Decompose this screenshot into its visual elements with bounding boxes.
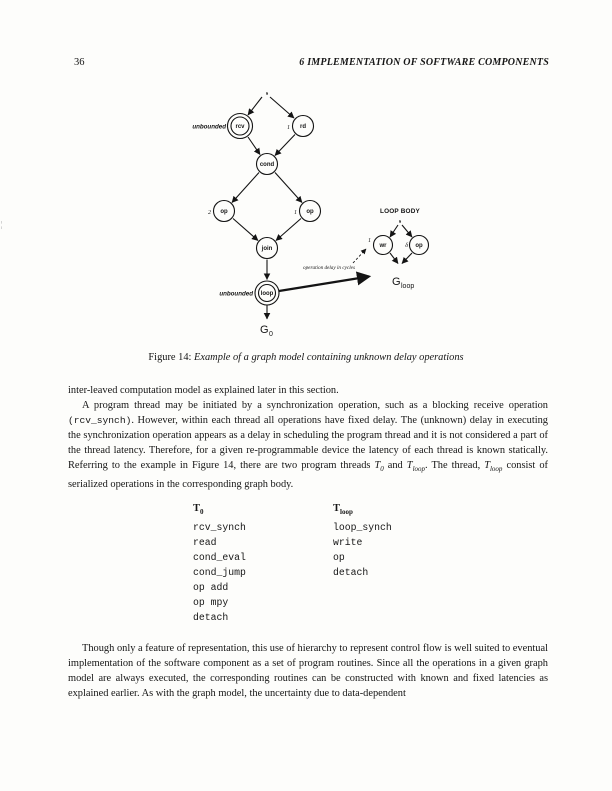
- delay-rd: 1: [287, 125, 290, 131]
- node-cond-label: cond: [259, 162, 275, 168]
- figure-caption: [0, 352, 612, 363]
- running-header: 6 IMPLEMENTATION OF SOFTWARE COMPONENTS: [299, 57, 549, 68]
- paragraph-3: Though only a feature of representation, this use of hierarchy to represent control flow is well suited to eventual implementation of the software component as a set of program routines. Since all the operations in a given graph model are always executed, the corresponding routines can be constructed with known and fixed latencies as explained earlier. As with the graph model, the uncertainty due to data-dependent: [68, 643, 548, 699]
- annotation-operation-delay: operation delay in cycles: [302, 265, 356, 271]
- t0-row: cond_jump: [193, 567, 246, 579]
- delay-wr: 1: [368, 238, 371, 244]
- t0-row: op mpy: [193, 597, 229, 609]
- g0-base: G: [260, 324, 269, 336]
- p2-text-4: . The thread,: [425, 460, 485, 471]
- tloop-header-base: T: [333, 503, 341, 514]
- t0-header-sub: 0: [200, 508, 204, 517]
- paragraph-1: inter-leaved computation model as explained later in this section.: [68, 385, 339, 396]
- p2-var-tloop1-base: T: [406, 460, 413, 471]
- p2-var-t0-sub: 0: [380, 465, 384, 474]
- gloop-base: G: [392, 276, 401, 288]
- p2-text-3: and: [383, 460, 407, 471]
- p2-text-5: consist of serialized operations in the corresponding graph body.: [68, 460, 548, 491]
- p2-code-rcv-synch: (rcv_synch): [68, 415, 132, 426]
- tloop-header-sub: loop: [340, 508, 353, 517]
- figure-caption-prefix: Figure 14:: [148, 352, 192, 363]
- p2-text-1: A program thread may be initiated by a synchronization operation, such as a blocking receive operation: [82, 400, 548, 411]
- annotation-pointer-arrow: [353, 249, 366, 263]
- p2-var-tloop1-sub: loop: [412, 465, 426, 474]
- node-rcv: [228, 114, 253, 139]
- loop-source-node-label: s: [398, 219, 402, 225]
- node-wr-label: wr: [379, 243, 387, 249]
- source-node-label: s: [265, 91, 269, 97]
- t0-header-base: T: [193, 503, 201, 514]
- unbounded-label-loop: unbounded: [219, 290, 253, 298]
- delay-op-left: 2: [208, 210, 211, 216]
- thread-tloop-column: [333, 501, 392, 625]
- scan-artifact-mark: ¦: [1, 220, 3, 229]
- figure-caption-text: Example of a graph model containing unknown delay operations: [194, 352, 464, 363]
- tloop-row: loop_synch: [333, 522, 392, 534]
- node-op-right-label: op: [306, 209, 314, 215]
- loop-body-title: LOOP BODY: [379, 208, 421, 215]
- node-op-right: [300, 201, 321, 222]
- tloop-row: detach: [333, 567, 369, 579]
- node-rcv-label: rcv: [235, 124, 245, 130]
- t0-row: op add: [193, 582, 229, 594]
- p2-var-tloop-2: [484, 460, 503, 474]
- node-cond: [257, 154, 278, 175]
- thread-tloop-header: [333, 501, 392, 520]
- node-join: [257, 238, 278, 259]
- delay-op-loop: δ: [405, 243, 408, 249]
- loop-body-edges: [390, 225, 412, 264]
- node-wr: [374, 236, 393, 255]
- node-op-left: [214, 201, 235, 222]
- paragraph-2: [68, 398, 548, 492]
- node-loop: [255, 281, 279, 305]
- loop-expansion-arrow: [279, 277, 369, 292]
- thread-t0-header: [193, 501, 333, 520]
- page-number: 36: [74, 57, 85, 68]
- tloop-row: op: [333, 552, 345, 564]
- t0-row: rcv_synch: [193, 522, 246, 534]
- p2-var-t0-base: T: [374, 460, 381, 471]
- g0-label: [260, 324, 273, 338]
- gloop-sub: loop: [401, 283, 415, 290]
- t0-row: cond_eval: [193, 552, 246, 564]
- node-op-left-label: op: [220, 209, 228, 215]
- unbounded-label-rcv: unbounded: [192, 123, 226, 131]
- delay-op-right: 1: [294, 210, 297, 216]
- p2-var-tloop-1: [406, 460, 426, 474]
- node-join-label: join: [261, 246, 273, 252]
- node-rd: [293, 116, 314, 137]
- g0-sub: 0: [269, 331, 273, 338]
- tloop-row: write: [333, 537, 363, 549]
- node-op-loop-label: op: [415, 243, 423, 249]
- t0-row: read: [193, 537, 217, 549]
- t0-row: detach: [193, 612, 229, 624]
- node-loop-label: loop: [260, 291, 274, 297]
- thread-t0-column: [193, 501, 333, 625]
- p2-var-tloop2-base: T: [484, 460, 490, 471]
- p2-var-tloop2-sub: loop: [489, 465, 503, 474]
- node-op-loop: [410, 236, 429, 255]
- p2-text-2: . However, within each thread all operations have fixed delay. The (unknown) delay in executing the synchronization operation appears as a delay in scheduling the program thread and it is not considered a part of the thread latency. Therefore, for a given re-programmable device the latency of each thread is known statically. Referring to the example in Figure 14, there are two program threads: [68, 415, 548, 471]
- figure-14-graph-diagram: [150, 82, 470, 340]
- program-threads-listing: [193, 501, 392, 625]
- node-rd-label: rd: [300, 124, 306, 130]
- gloop-label: [392, 276, 414, 290]
- p2-var-t0: [374, 460, 384, 474]
